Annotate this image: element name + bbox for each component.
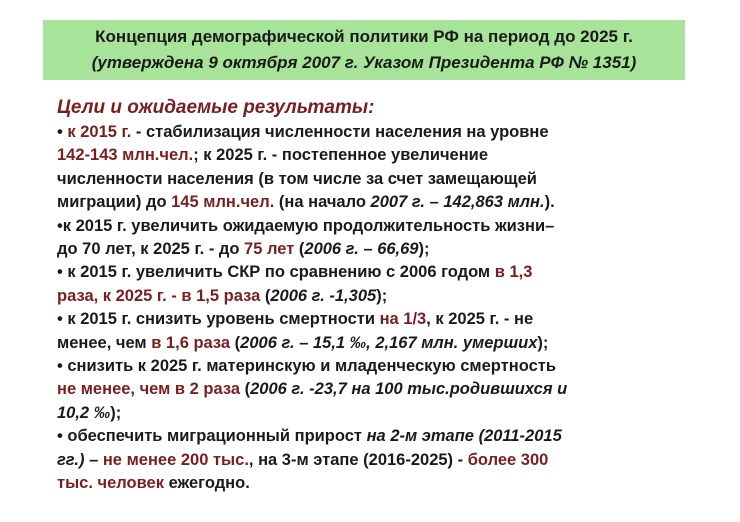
text-line	[57, 144, 717, 167]
italic-text: 10,2 ‰	[57, 403, 111, 422]
plain-text: ).	[544, 193, 555, 212]
plain-text: ; к 2025 г. - постепенное увеличение	[193, 146, 489, 165]
plain-text: • обеспечить миграционный прирост	[57, 427, 367, 446]
highlight-text: 75 лет	[244, 240, 295, 259]
plain-text: •к 2015 г. увеличить ожидаемую продолжительность жизни–	[57, 216, 555, 235]
section-heading: Цели и ожидаемые результаты:	[57, 97, 375, 118]
plain-text: , к 2025 г. - не	[426, 310, 534, 329]
italic-text: 2006 г. – 15,1 ‰, 2,167 млн. умерших	[240, 333, 538, 352]
text-line	[57, 121, 717, 144]
highlight-text: к 2015 г.	[67, 123, 132, 141]
plain-text: • снизить к 2025 г. материнскую и младенческую смертность	[57, 357, 556, 376]
highlight-text: тыс. человек	[57, 474, 164, 493]
text-line	[57, 285, 717, 308]
highlight-text: не менее 200 тыс.	[102, 450, 249, 469]
plain-text: менее, чем	[57, 333, 152, 352]
highlight-text: не менее, чем в 2 раза	[57, 380, 241, 399]
plain-text: );	[376, 286, 388, 305]
highlight-text: более 300	[467, 450, 549, 469]
plain-text: ежегодно.	[163, 474, 250, 493]
plain-text: –	[84, 450, 103, 469]
goals-list	[57, 121, 717, 496]
text-line	[57, 238, 717, 261]
text-line	[57, 425, 717, 448]
plain-text: , на 3-м этапе (2016-2025) -	[248, 450, 468, 469]
plain-text: (	[260, 286, 271, 305]
plain-text: (	[240, 380, 251, 399]
italic-text: гг.)	[57, 450, 85, 469]
plain-text: • к 2015 г. снизить уровень смертности	[57, 310, 380, 329]
italic-text: 2006 г. -23,7 на 100 тыс.родившихся и	[250, 380, 568, 399]
text-line	[57, 378, 717, 401]
plain-text: (	[294, 240, 305, 259]
plain-text: численности населения (в том числе за счет замещающей	[57, 169, 537, 188]
text-line	[57, 215, 717, 238]
plain-text: миграции) до	[57, 193, 172, 212]
highlight-text: в 1,3	[494, 263, 533, 282]
highlight-text: на 1/3	[379, 310, 427, 329]
text-line	[57, 355, 717, 378]
text-line	[57, 402, 717, 425]
plain-text: (на начало	[274, 193, 371, 212]
highlight-text: раза, к 2025 г. - в 1,5 раза	[57, 286, 261, 305]
italic-text: на 2-м этапе (2011-2015	[366, 427, 562, 446]
text-line	[57, 261, 717, 284]
plain-text: );	[418, 240, 430, 259]
text-line	[57, 332, 717, 355]
plain-text: • к 2015 г. увеличить СКР по сравнению с 2006 годом	[57, 263, 495, 282]
title-subtitle: (утверждена 9 октября 2007 г. Указом Президента РФ № 1351)	[91, 53, 637, 72]
text-line	[57, 472, 717, 495]
highlight-text: 145 млн.чел.	[171, 193, 275, 212]
plain-text: );	[110, 403, 122, 422]
plain-text: );	[537, 333, 549, 352]
plain-text: до 70 лет, к 2025 г. - до	[57, 240, 245, 259]
title-main: Концепция демографической политики РФ на период до 2025 г.	[95, 27, 633, 46]
text-line	[57, 308, 717, 331]
text-line	[57, 168, 717, 191]
italic-text: 2006 г. – 66,69	[304, 240, 419, 259]
goals-section	[57, 95, 717, 496]
highlight-text: в 1,6 раза	[151, 333, 231, 352]
text-line	[57, 191, 717, 214]
plain-text: - стабилизация численности населения на уровне	[131, 123, 549, 141]
italic-text: 2006 г. -1,305	[270, 286, 377, 305]
highlight-text: 142-143 млн.чел.	[57, 146, 194, 165]
plain-text: (	[230, 333, 241, 352]
italic-text: 2007 г. – 142,863 млн.	[370, 193, 545, 212]
title-banner	[43, 20, 685, 80]
plain-text: •	[57, 123, 68, 141]
text-line	[57, 449, 717, 472]
